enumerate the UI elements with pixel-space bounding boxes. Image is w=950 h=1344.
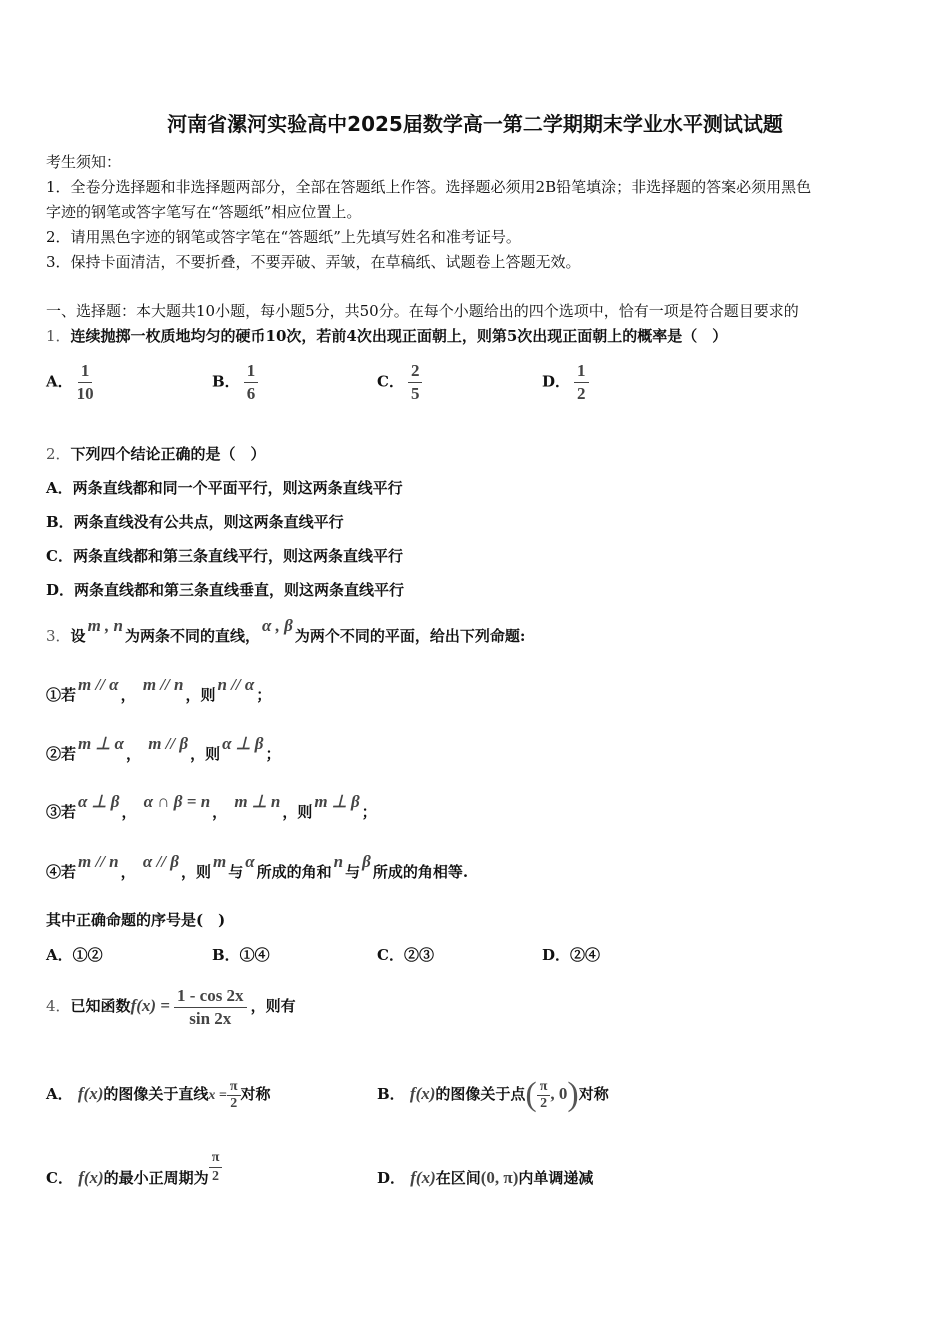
proposition-3: ③若α ⊥ β， α ∩ β = n， m ⊥ n，则m ⊥ β；	[46, 792, 377, 821]
q1-option-a[interactable]	[46, 360, 98, 405]
notice-heading: 考生须知：	[46, 153, 122, 171]
q4-option-d[interactable]: D． f(x)在区间(0, π)内单调递减	[377, 1168, 594, 1187]
fraction: $\frac{1 - \cos 2x}{\sin 2x}$	[174, 985, 247, 1030]
q1-option-c[interactable]	[377, 360, 426, 405]
proposition-1: ①若m // α， m // n，则n // α；	[46, 675, 272, 704]
option-label: A．	[46, 372, 73, 391]
question-number: 4．	[46, 997, 71, 1015]
question-text: 下列四个结论正确的是（ ）	[70, 445, 266, 463]
math: α , β	[262, 616, 293, 635]
q2-option-d[interactable]: D．两条直线都和第三条直线垂直，则这两条直线平行	[46, 581, 405, 599]
question-4: 4．已知函数f(x) = $\frac{1 - \cos 2x}{\sin 2x}$ ，则有	[46, 985, 296, 1028]
math: m , n	[87, 616, 123, 635]
question-text: 连续抛掷一枚质地均匀的硬币10次，若前4次出现正面朝上，则第5次出现正面朝上的概率是（ ）	[70, 327, 728, 345]
math: f(x) =	[130, 996, 170, 1015]
q3-option-c[interactable]: C．②③	[377, 946, 434, 964]
question-1	[46, 326, 727, 346]
q3-option-d[interactable]: D．②④	[542, 946, 601, 964]
section-heading: 一、选择题：本大题共10小题，每小题5分，共50分。在每个小题给出的四个选项中，恰有一项是符合题目要求的	[46, 302, 799, 320]
fraction: $\frac{1}{2}$	[574, 360, 589, 405]
q3-option-a[interactable]: A．①②	[46, 946, 103, 964]
proposition-2: ②若m ⊥ α， m // β，则α ⊥ β；	[46, 734, 281, 763]
q2-option-a[interactable]: A．两条直线都和同一个平面平行，则这两条直线平行	[46, 479, 403, 497]
q3-option-b[interactable]: B．①④	[212, 946, 270, 964]
question-2	[46, 444, 266, 464]
page-title: 河南省漯河实验高中2025届数学高一第二学期期末学业水平测试试题	[167, 112, 783, 136]
notice-line: 1．全卷分选择题和非选择题两部分，全部在答题纸上作答。选择题必须用2B铅笔填涂；非选择题的答案必须用黑色	[46, 178, 812, 196]
notice-line: 3．保持卡面清洁，不要折叠，不要弄破、弄皱，在草稿纸、试题卷上答题无效。	[46, 253, 581, 271]
fraction: $\frac{2}{5}$	[408, 360, 423, 405]
option-label: B．	[212, 372, 240, 391]
question-number: 1．	[46, 327, 71, 345]
proposition-4: ④若m // n， α // β，则m与α所成的角和n与β所成的角相等.	[46, 852, 469, 881]
q3-ask: 其中正确命题的序号是( )	[46, 911, 226, 929]
q4-option-b[interactable]: B． f(x)的图像关于点( $\frac{\pi}{2}$ , 0)对称	[377, 1076, 609, 1113]
q4-option-c[interactable]: C． f(x)的最小正周期为 $\frac{\pi}{2}$	[46, 1150, 222, 1206]
question-number: 2．	[46, 445, 71, 463]
question-3: 3．设m , n为两条不同的直线，α , β为两个不同的平面，给出下列命题:	[46, 616, 526, 645]
q1-option-d[interactable]	[542, 360, 593, 405]
option-label: D．	[542, 372, 571, 391]
notice-line: 字迹的钢笔或答字笔写在“答题纸”相应位置上。	[46, 203, 362, 221]
fraction: $\frac{1}{10}$	[76, 361, 94, 403]
q4-option-a[interactable]: A． f(x)的图像关于直线x = $\frac{\pi}{2}$ 对称	[46, 1078, 271, 1111]
q2-option-c[interactable]: C．两条直线都和第三条直线平行，则这两条直线平行	[46, 547, 403, 565]
option-label: C．	[377, 372, 404, 391]
question-number: 3．	[46, 627, 71, 645]
q1-option-b[interactable]	[212, 360, 262, 405]
fraction: $\frac{1}{6}$	[244, 360, 259, 405]
q2-option-b[interactable]: B．两条直线没有公共点，则这两条直线平行	[46, 513, 344, 531]
notice-line: 2．请用黑色字迹的钢笔或答字笔在“答题纸”上先填写姓名和准考证号。	[46, 228, 521, 246]
